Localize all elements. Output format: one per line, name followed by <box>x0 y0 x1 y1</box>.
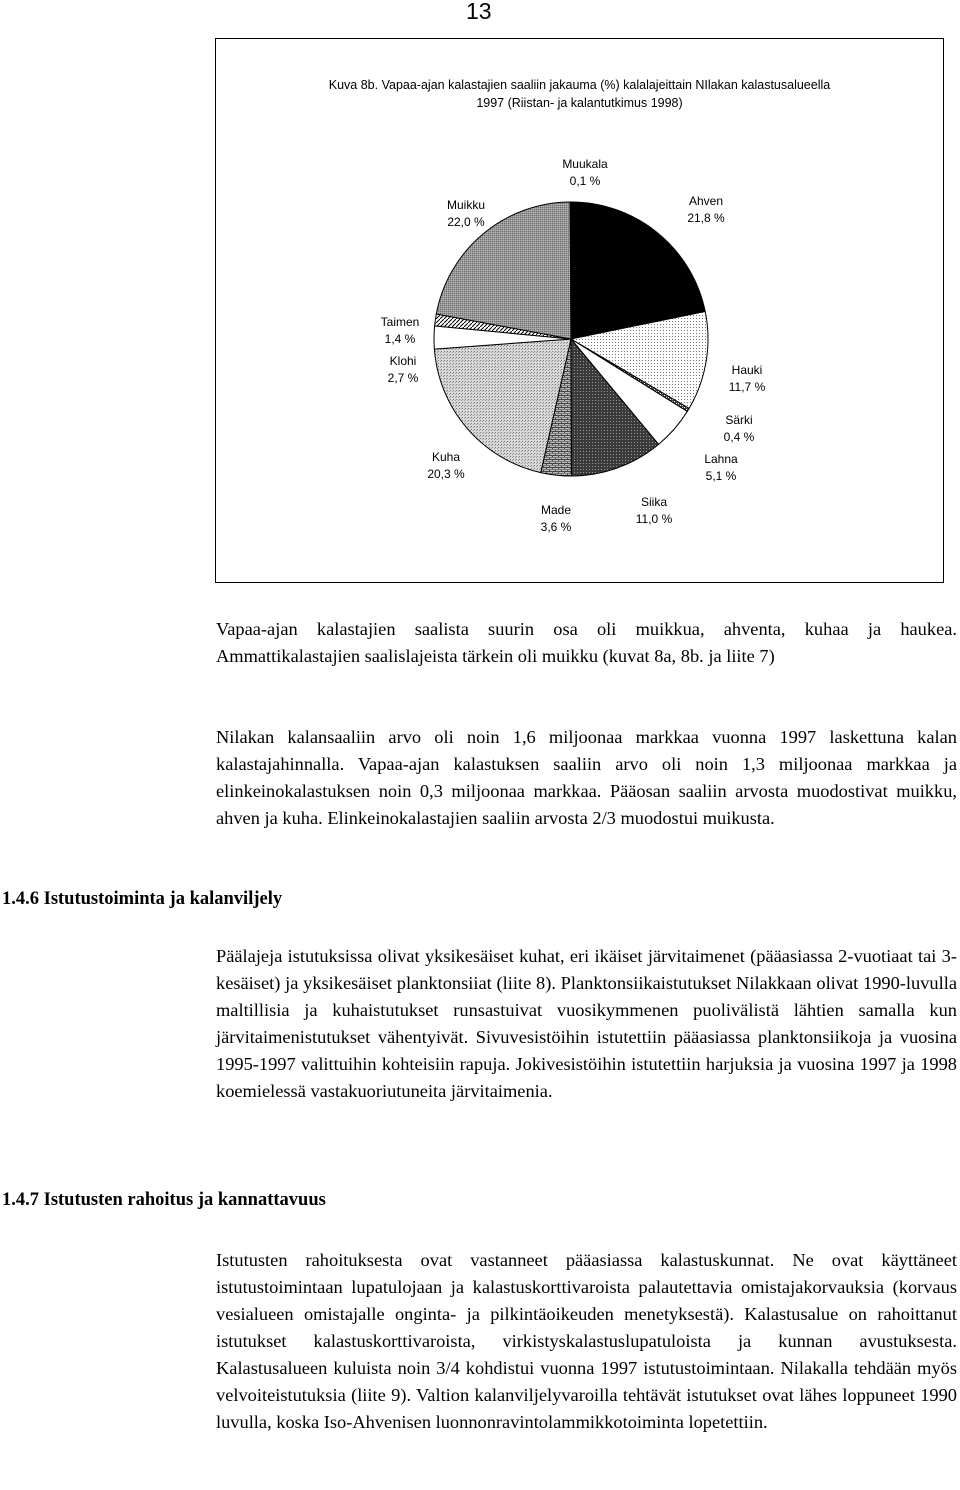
pie-label-name: Muukala <box>562 157 608 171</box>
pie-slices <box>431 202 708 476</box>
paragraph-stocking: Päälajeja istutuksissa olivat yksikesäiset kuhat, eri ikäiset järvitaimenet (pääasiassa 2-vuotiaat tai 3-kesäiset) ja yksikesäiset planktonsiiat (liite 8). Planktonsiikaistutukset Nilakkaan olivat 1990-luvulla maltillisia ja kuhaistutukset runsastuivat vuosikymmenen puolivälistä lähtien samalla kun järvitaimenistutukset vähentyivät. Sivuvesistöihin istutettiin pääasiassa planktonsiikoja ja vuosina 1995-1997 valittuihin kohteisiin rapuja. Jokivesistöihin istutettiin harjuksia ja vuosina 1997 ja 1998 koemielessä vastakuoriutuneita järvitaimenia. <box>216 946 957 1101</box>
pie-label-name: Siika <box>640 495 668 509</box>
pie-label-value: 0,1 % <box>569 174 601 188</box>
section-heading-financing: 1.4.7 Istutusten rahoitus ja kannattavuus <box>2 1190 326 1210</box>
pie-label-muikku <box>447 198 485 229</box>
pie-label-name: Ahven <box>688 194 724 208</box>
pie-label-value: 11,0 % <box>635 512 673 526</box>
pie-label-hauki <box>729 363 766 394</box>
figure-frame <box>215 38 944 583</box>
pie-label-value: 21,8 % <box>687 211 725 225</box>
pie-chart <box>216 39 943 582</box>
pie-label-name: Taimen <box>380 315 420 329</box>
pie-label-value: 11,7 % <box>728 380 766 394</box>
pie-label-name: Särki <box>725 413 753 427</box>
pie-label-name: Hauki <box>731 363 763 377</box>
page-number: 13 <box>466 0 492 24</box>
pie-label-name: Made <box>540 503 572 517</box>
paragraph-catch-value: Nilakan kalansaaliin arvo oli noin 1,6 miljoonaa markkaa vuonna 1997 laskettuna kalan kalastajahinnalla. Vapaa-ajan kalastuksen saaliin arvo oli noin 1,3 miljoonaa markkaa ja elinkeinokalastuksen noin 0,3 miljoonaa markkaa. Pääosan saaliin arvosta muodostivat muikku, ahven ja kuha. Elinkeinokalastajien saaliin arvosta 2/3 muodostui muikusta. <box>216 727 957 828</box>
pie-label-value: 2,7 % <box>387 371 419 385</box>
pie-label-name: Klohi <box>389 354 417 368</box>
pie-label-lahna <box>704 452 738 483</box>
pie-label-value: 5,1 % <box>705 469 737 483</box>
caption-line-2: 1997 (Riistan- ja kalantutkimus 1998) <box>476 96 683 110</box>
paragraph-financing: Istutusten rahoituksesta ovat vastanneet pääasiassa kalastuskunnat. Ne ovat käyttäneet istutustoimintaan lupatulojaan ja kalastuskorttivaroista palautettavia omistajakorvauksia (korvaus vesialueen omistajalle onginta- ja pilkintäoikeuden menetyksestä). Kalastusalue on rahoittanut istutukset kalastuskorttivaroista, virkistyskalastuslupatuloista ja kunnan avustuksesta. Kalastusalueen kuluista noin 3/4 kohdistui vuonna 1997 istutustoimintaan. Nilakalla tehdään myös velvoiteistutuksia (liite 9). Valtion kalanviljelyvaroilla tehtävät istutukset ovat lähes loppuneet 1990 luvulla, koska Iso-Ahvenisen luonnonravintolammikkotoiminta lopetettiin. <box>216 1250 957 1432</box>
pie-label-made <box>541 503 572 534</box>
pie-label-value: 0,4 % <box>723 430 755 444</box>
section-heading-stocking: 1.4.6 Istutustoiminta ja kalanviljely <box>2 889 283 909</box>
paragraph-catch-summary: Vapaa-ajan kalastajien saalista suurin osa oli muikkua, ahventa, kuhaa ja haukea. Ammattikalastajien saalislajeista tärkein oli muikku (kuvat 8a, 8b. ja liite 7) <box>216 619 957 666</box>
caption-line-1: Kuva 8b. Vapaa-ajan kalastajien saaliin jakauma (%) kalalajeittain NIlakan kalastusalueella <box>328 78 831 92</box>
pie-label-name: Muikku <box>446 198 486 212</box>
pie-label-value: 1,4 % <box>384 332 416 346</box>
pie-label-value: 22,0 % <box>447 215 485 229</box>
pie-label-taimen <box>381 315 420 346</box>
pie-label-ahven <box>687 194 725 225</box>
pie-label-siika <box>636 495 673 526</box>
pie-label-kuha <box>427 450 465 481</box>
pie-label-value: 20,3 % <box>427 467 465 481</box>
pie-label-särki <box>724 413 755 444</box>
pie-label-name: Lahna <box>704 452 738 466</box>
pie-label-klohi <box>388 354 419 385</box>
pie-label-name: Kuha <box>431 450 461 464</box>
pie-label-value: 3,6 % <box>540 520 572 534</box>
pie-label-muukala <box>562 157 608 188</box>
